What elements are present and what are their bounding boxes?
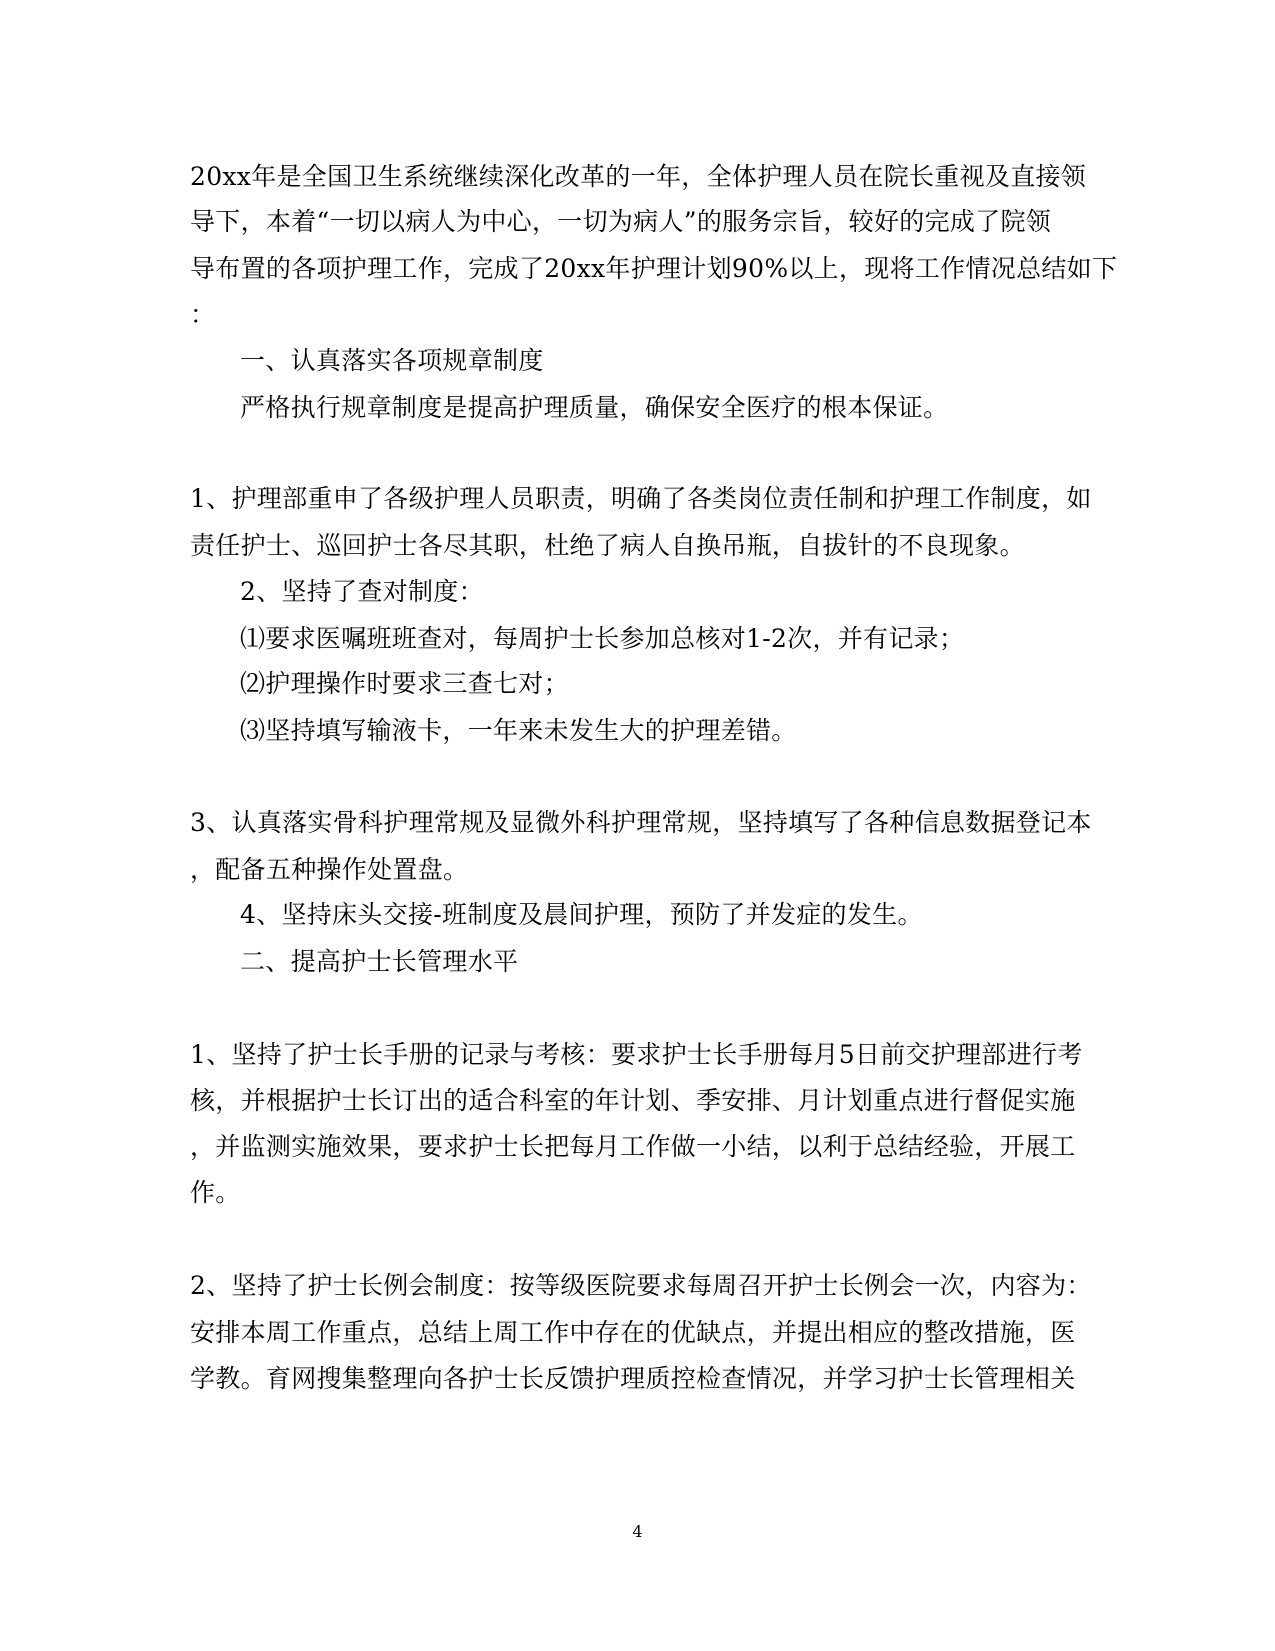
text-line: 2、坚持了护士长例会制度：按等级医院要求每周召开护士长例会一次，内容为： <box>190 1271 1092 1300</box>
text-line: 责任护士、巡回护士各尽其职，杜绝了病人自换吊瓶，自拔针的不良现象。 <box>190 531 1025 560</box>
text-line: 导下，本着“一切以病人为中心，一切为病人”的服务宗旨，较好的完成了院领 <box>190 207 1052 236</box>
text-line: 1、坚持了护士长手册的记录与考核：要求护士长手册每月5日前交护理部进行考 <box>190 1040 1083 1069</box>
list-item: ⑴要求医嘱班班查对，每周护士长参加总核对1-2次，并有记录； <box>240 624 965 653</box>
text-line: 核，并根据护士长订出的适合科室的年计划、季安排、月计划重点进行督促实施 <box>190 1086 1076 1115</box>
text-line: 4、坚持床头交接-班制度及晨间护理，预防了并发症的发生。 <box>240 900 923 929</box>
page-number: 4 <box>632 1522 643 1541</box>
list-item: ⑶坚持填写输液卡，一年来未发生大的护理差错。 <box>240 716 797 745</box>
text-line: 导布置的各项护理工作，完成了20xx年护理计划90%以上，现将工作情况总结如下 <box>190 254 1118 283</box>
text-line: 1、护理部重申了各级护理人员职责，明确了各类岗位责任制和护理工作制度，如 <box>190 484 1092 513</box>
text-line: ，配备五种操作处置盘。 <box>190 855 469 884</box>
text-line: ： <box>190 300 216 329</box>
text-line: 2、坚持了查对制度： <box>240 577 484 606</box>
section-heading: 二、提高护士长管理水平 <box>240 947 519 976</box>
text-line: 作。 <box>190 1178 241 1207</box>
section-heading: 一、认真落实各项规章制度 <box>240 346 544 375</box>
text-line: 严格执行规章制度是提高护理质量，确保安全医疗的根本保证。 <box>240 393 949 422</box>
text-line: ，并监测实施效果，要求护士长把每月工作做一小结，以利于总结经验，开展工 <box>190 1132 1076 1161</box>
text-line: 3、认真落实骨科护理常规及显微外科护理常规，坚持填写了各种信息数据登记本 <box>190 808 1092 837</box>
list-item: ⑵护理操作时要求三查七对； <box>240 669 569 698</box>
text-line: 安排本周工作重点，总结上周工作中存在的优缺点，并提出相应的整改措施，医 <box>190 1318 1076 1347</box>
text-line: 20xx年是全国卫生系统继续深化改革的一年，全体护理人员在院长重视及直接领 <box>190 162 1087 191</box>
text-line: 学教。育网搜集整理向各护士长反馈护理质控检查情况，并学习护士长管理相关 <box>190 1364 1076 1393</box>
